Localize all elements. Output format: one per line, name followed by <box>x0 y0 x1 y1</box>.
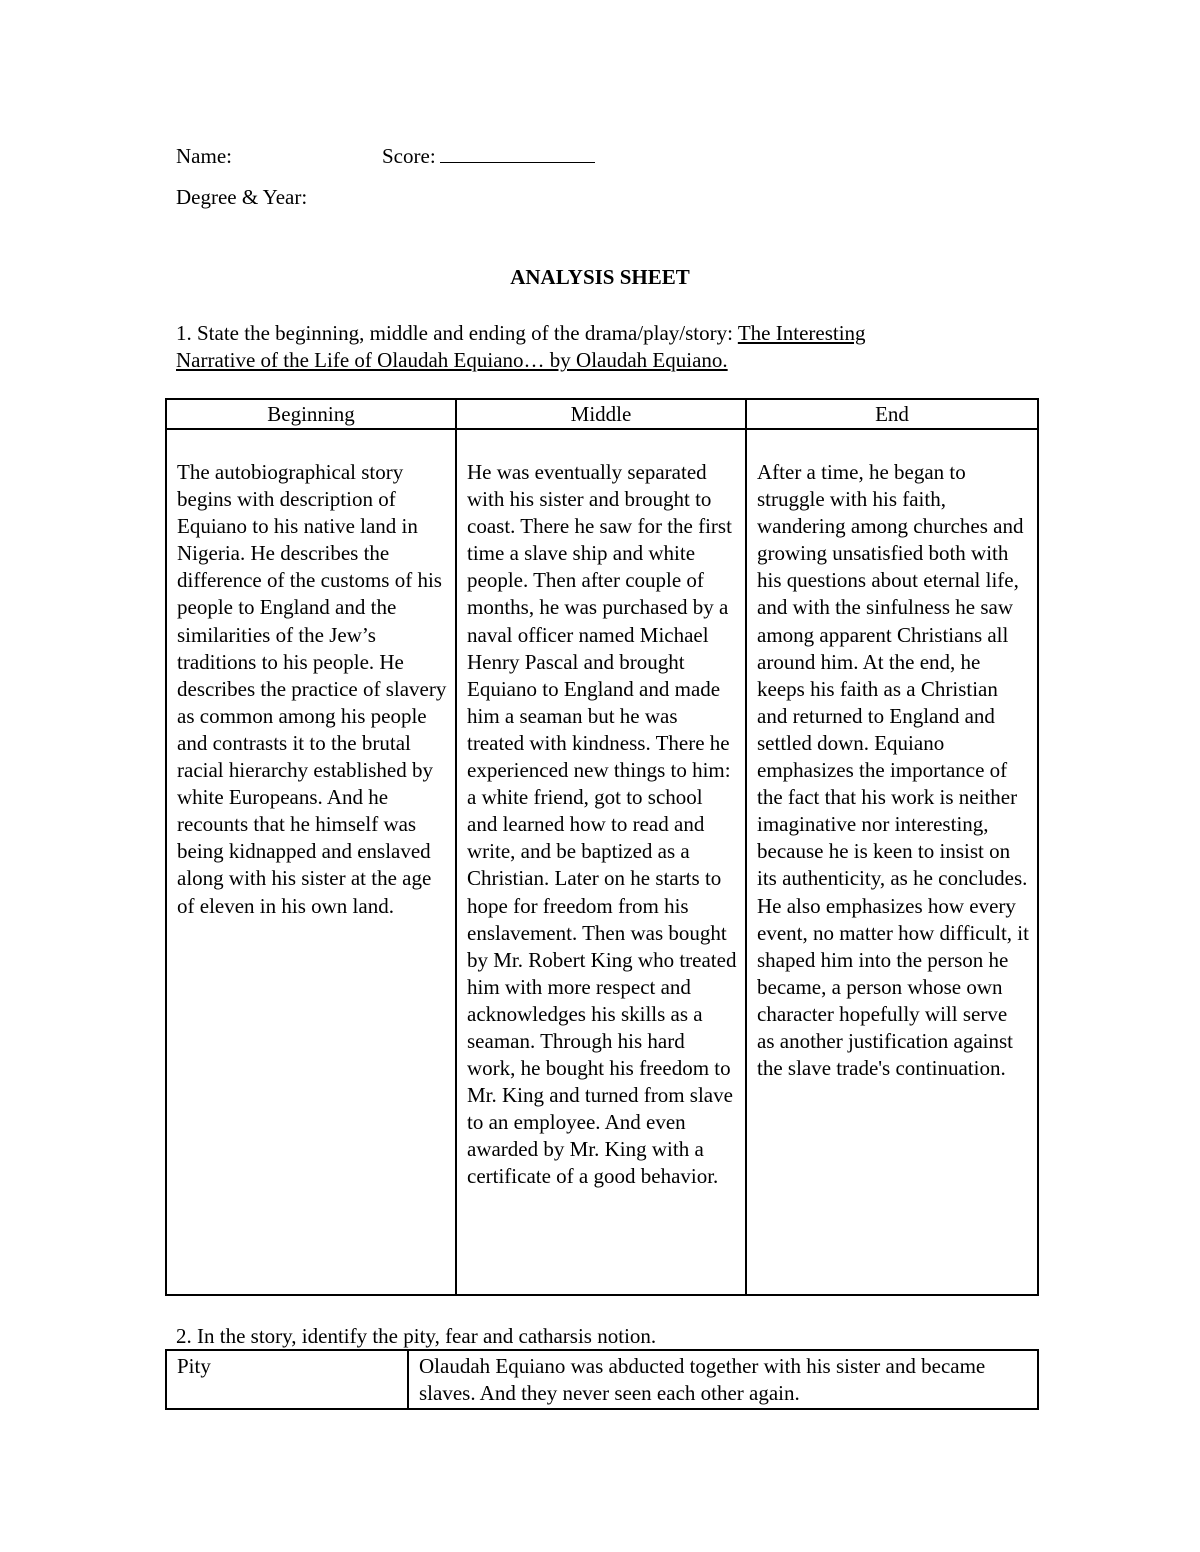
table-row <box>166 429 1038 1295</box>
question-2-prompt: 2. In the story, identify the pity, fear and catharsis notion. <box>176 1324 657 1348</box>
header-middle: Middle <box>456 399 746 429</box>
pity-fear-catharsis-table <box>165 1349 1039 1410</box>
work-title-line-1: The Interesting <box>737 321 866 345</box>
beginning-middle-end-table <box>165 398 1039 1296</box>
score-blank-line <box>440 144 595 163</box>
table-header-row <box>166 399 1038 429</box>
page-title: ANALYSIS SHEET <box>510 265 690 289</box>
score-label: Score: <box>382 144 436 168</box>
end-cell: After a time, he began to struggle with his faith, wandering among churches and growing unsatisfied both with his questions about eternal life, and with the sinfulness he saw among apparent Christians all around him. At the end, he keeps his faith as a Christian and returned to England and settled down. Equiano emphasizes the importance of the fact that his work is neither imaginative nor interesting, because he is keen to insist on its authenticity, as he concludes. He also emphasizes how every event, no matter how difficult, it shaped him into the person he became, a person whose own character hopefully will serve as another justification against the slave trade's continuation. <box>746 429 1038 1295</box>
name-label: Name: <box>176 144 232 168</box>
table-row <box>166 1350 1038 1409</box>
middle-cell: He was eventually separated with his sister and brought to coast. There he saw for the first time a slave ship and white people. Then after couple of months, he was purchased by a naval officer named Michael Henry Pascal and brought Equiano to England and made him a seaman but he was treated with kindness. There he experienced new things to him: a white friend, got to school and learned how to read and write, and be baptized as a Christian. Later on he starts to hope for freedom from his enslavement. Then was bought by Mr. Robert King who treated him with more respect and acknowledges his skills as a seaman. Through his hard work, he bought his freedom to Mr. King and turned from slave to an employee. And even awarded by Mr. King with a certificate of a good behavior. <box>456 429 746 1295</box>
question-1-prompt: 1. State the beginning, middle and ending of the drama/play/story: <box>176 321 738 345</box>
header-beginning: Beginning <box>166 399 456 429</box>
beginning-cell: The autobiographical story begins with description of Equiano to his native land in Nigeria. He describes the difference of the customs of his people to England and the similarities of the Jew’s traditions to his people. He describes the practice of slavery as common among his people and contrasts it to the brutal racial hierarchy established by white Europeans. And he recounts that he himself was being kidnapped and enslaved along with his sister at the age of eleven in his own land. <box>166 429 456 1295</box>
degree-year-label: Degree & Year: <box>176 185 308 209</box>
work-title-line-2: Narrative of the Life of Olaudah Equiano… by Olaudah Equiano. <box>176 348 728 372</box>
score-field <box>382 144 595 169</box>
question-1 <box>176 320 976 374</box>
pity-label-cell: Pity <box>166 1350 408 1409</box>
header-end: End <box>746 399 1038 429</box>
pity-text-cell: Olaudah Equiano was abducted together with his sister and became slaves. And they never seen each other again. <box>408 1350 1038 1409</box>
